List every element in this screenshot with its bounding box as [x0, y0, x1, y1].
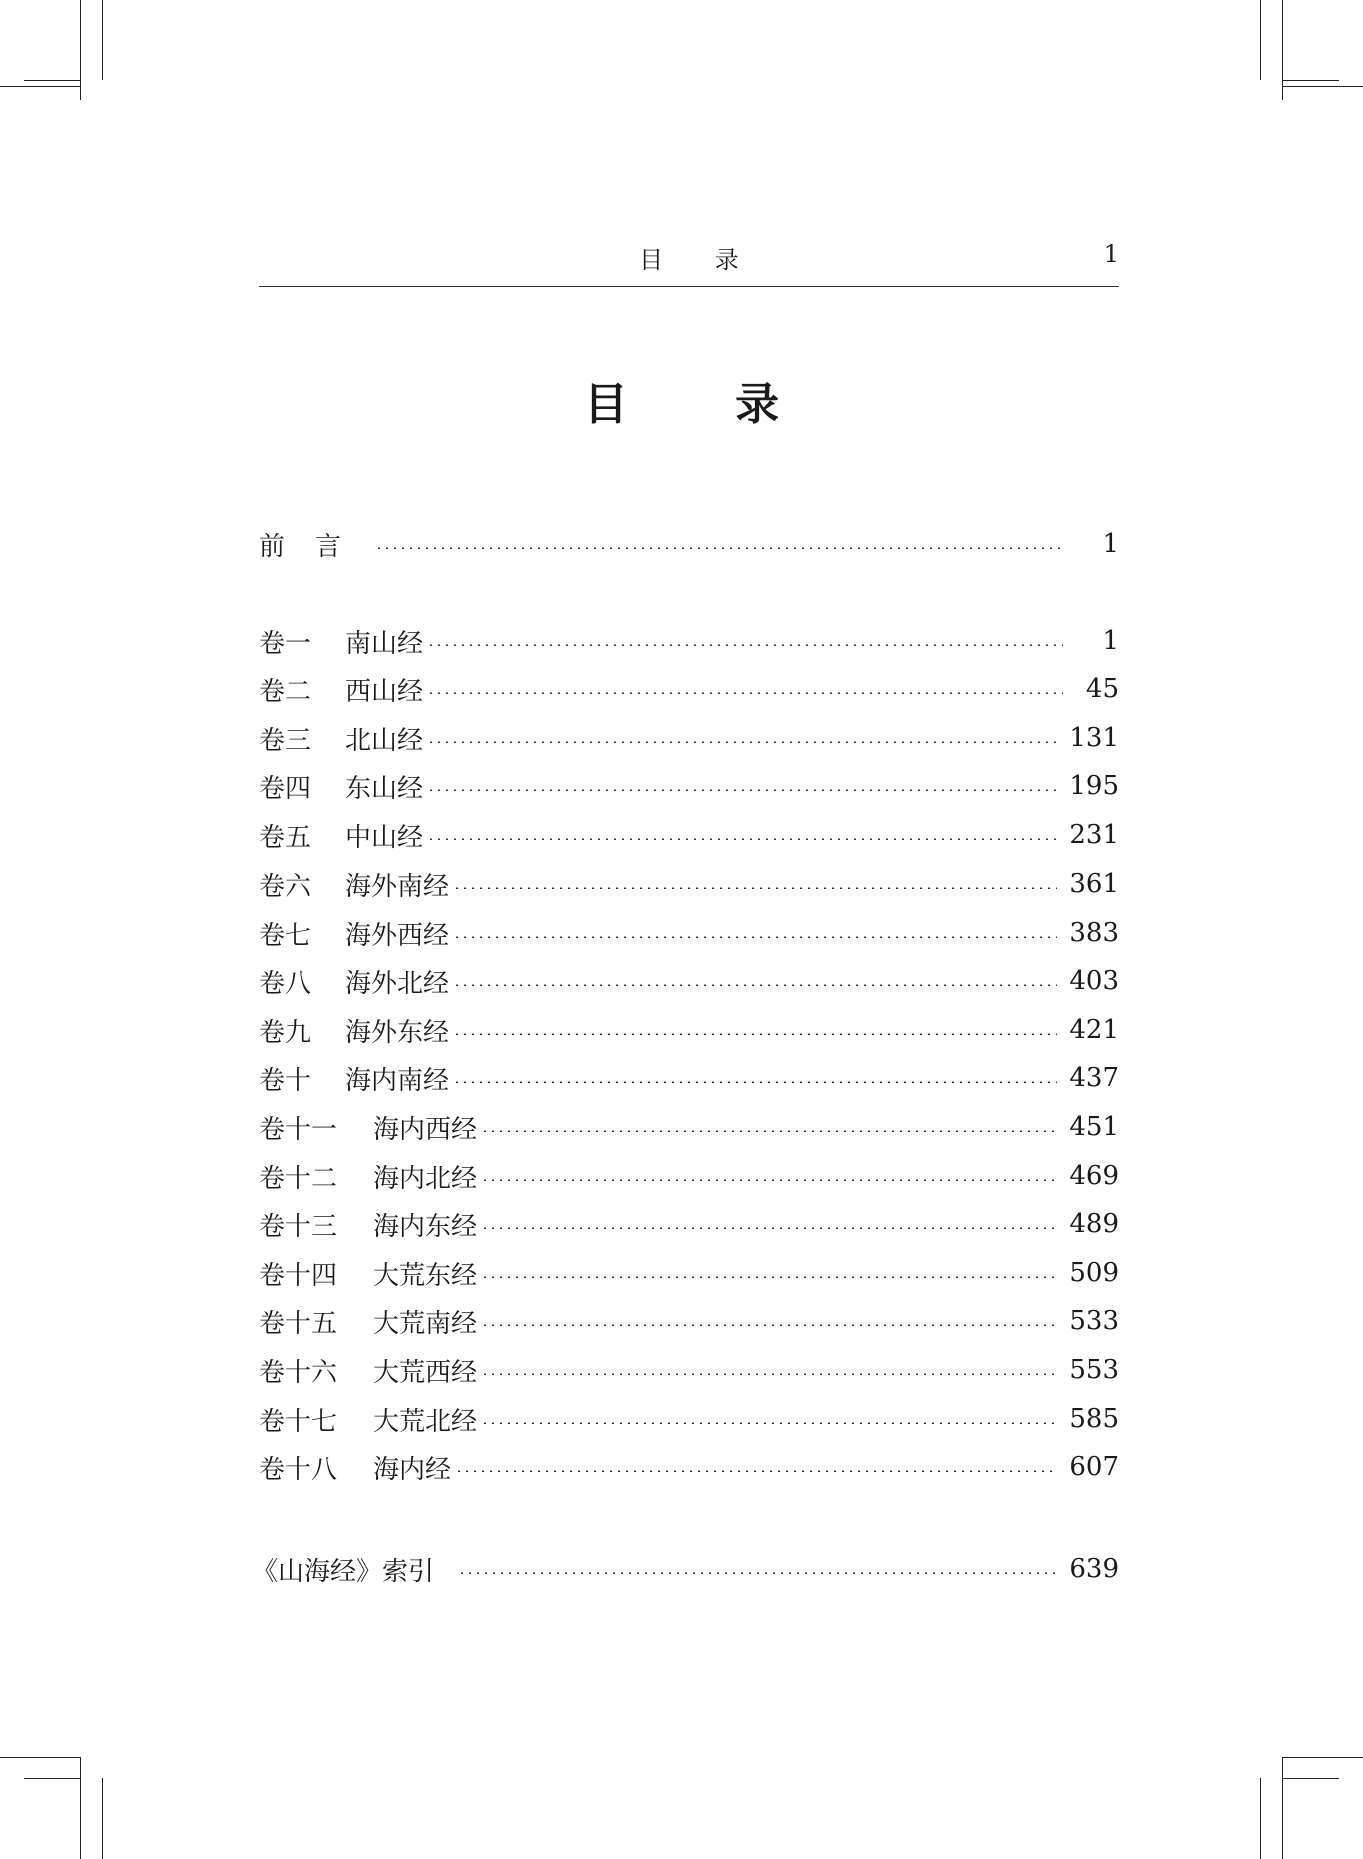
- toc-page-number: 437: [1069, 1063, 1119, 1093]
- toc-row-index[interactable]: [252, 1549, 1119, 1589]
- toc-row-chapter[interactable]: [259, 1107, 1119, 1147]
- toc-leader-dots: [481, 1179, 1057, 1181]
- toc-row-chapter[interactable]: [259, 621, 1119, 661]
- toc-preface-label: 前言: [259, 531, 372, 562]
- toc-juan-label: 卷三: [259, 725, 312, 756]
- toc-page-number: 403: [1069, 966, 1119, 996]
- toc-page-number: 639: [1069, 1554, 1119, 1584]
- toc-chapter-name: 海外西经: [345, 920, 450, 951]
- toc-page-number: 489: [1069, 1209, 1119, 1239]
- toc-page-number: 607: [1069, 1452, 1119, 1482]
- running-header: [259, 240, 1119, 287]
- toc-page-number: 195: [1069, 771, 1119, 801]
- toc-row-chapter[interactable]: [259, 1350, 1119, 1390]
- toc-leader-dots: [453, 984, 1057, 986]
- toc-chapter-name: 大荒南经: [373, 1308, 478, 1339]
- toc-chapter-name: 海内西经: [373, 1114, 478, 1145]
- toc-leader-dots: [427, 692, 1063, 694]
- toc-leader-dots: [427, 741, 1057, 743]
- toc-chapter-name: 海外北经: [345, 968, 450, 999]
- toc-juan-label: 卷十八: [259, 1454, 338, 1485]
- toc-leader-dots: [453, 1081, 1057, 1083]
- toc-page-number: 361: [1069, 869, 1119, 899]
- running-header-title: 目 录: [639, 246, 761, 274]
- toc-page-number: 383: [1069, 918, 1119, 948]
- toc-page-number: 1: [1102, 529, 1119, 559]
- toc-leader-dots: [427, 644, 1063, 646]
- toc-row-chapter[interactable]: [259, 1253, 1119, 1293]
- toc-juan-label: 卷十二: [259, 1163, 338, 1194]
- toc-page-number: 231: [1069, 820, 1119, 850]
- running-header-page-number: 1: [1103, 240, 1119, 268]
- toc-chapter-name: 大荒北经: [373, 1406, 478, 1437]
- toc-chapter-name: 海内东经: [373, 1211, 478, 1242]
- toc-juan-label: 卷十一: [259, 1114, 338, 1145]
- toc-page-number: 553: [1069, 1355, 1119, 1385]
- toc-juan-label: 卷十六: [259, 1357, 338, 1388]
- toc-chapter-name: 中山经: [345, 822, 424, 853]
- toc-page-number: 509: [1069, 1258, 1119, 1288]
- toc-row-chapter[interactable]: [259, 766, 1119, 806]
- toc-juan-label: 卷五: [259, 822, 312, 853]
- toc-leader-dots: [453, 936, 1057, 938]
- toc-leader-dots: [427, 838, 1057, 840]
- toc-juan-label: 卷七: [259, 920, 312, 951]
- toc-leader-dots: [481, 1227, 1057, 1229]
- toc-juan-label: 卷十: [259, 1065, 312, 1096]
- toc-row-chapter[interactable]: [259, 718, 1119, 758]
- toc-juan-label: 卷一: [259, 628, 312, 659]
- toc-page-number: 451: [1069, 1112, 1119, 1142]
- toc-chapter-name: 北山经: [345, 725, 424, 756]
- toc-leader-dots: [453, 1033, 1057, 1035]
- toc-juan-label: 卷六: [259, 871, 312, 902]
- toc-chapter-name: 海内北经: [373, 1163, 478, 1194]
- toc-chapter-name: 海内经: [373, 1454, 452, 1485]
- toc-row-preface[interactable]: [259, 524, 1119, 564]
- toc-juan-label: 卷二: [259, 676, 312, 707]
- toc-page-number: 533: [1069, 1306, 1119, 1336]
- toc-page-number: 421: [1069, 1015, 1119, 1045]
- toc-row-chapter[interactable]: [259, 1156, 1119, 1196]
- toc-page-number: 45: [1085, 674, 1119, 704]
- toc-leader-dots: [458, 1572, 1057, 1574]
- toc-leader-dots: [481, 1373, 1057, 1375]
- toc-row-chapter[interactable]: [259, 1399, 1119, 1439]
- toc-juan-label: 卷八: [259, 968, 312, 999]
- toc-row-chapter[interactable]: [259, 913, 1119, 953]
- toc-row-chapter[interactable]: [259, 669, 1119, 709]
- toc-row-chapter[interactable]: [259, 1010, 1119, 1050]
- toc-row-chapter[interactable]: [259, 1301, 1119, 1341]
- toc-leader-dots: [481, 1130, 1057, 1132]
- toc-row-chapter[interactable]: [259, 961, 1119, 1001]
- toc-juan-label: 卷九: [259, 1017, 312, 1048]
- toc-page-number: 1: [1102, 626, 1119, 656]
- toc-leader-dots: [427, 789, 1057, 791]
- toc-juan-label: 卷十三: [259, 1211, 338, 1242]
- toc-row-chapter[interactable]: [259, 1058, 1119, 1098]
- toc-chapter-name: 南山经: [345, 628, 424, 659]
- toc-chapter-name: 大荒西经: [373, 1357, 478, 1388]
- toc-row-chapter[interactable]: [259, 864, 1119, 904]
- toc-chapter-name: 海外南经: [345, 871, 450, 902]
- toc-chapter-name: 东山经: [345, 773, 424, 804]
- toc-row-chapter[interactable]: [259, 1204, 1119, 1244]
- toc-leader-dots: [453, 887, 1057, 889]
- toc-juan-label: 卷十五: [259, 1308, 338, 1339]
- toc-juan-label: 卷十四: [259, 1260, 338, 1291]
- toc-chapter-name: 海外东经: [345, 1017, 450, 1048]
- toc-index-label: 《山海经》索引: [252, 1556, 435, 1587]
- toc-row-chapter[interactable]: [259, 1447, 1119, 1487]
- toc-leader-dots: [455, 1470, 1057, 1472]
- toc-leader-dots: [481, 1422, 1057, 1424]
- toc-leader-dots: [481, 1324, 1057, 1326]
- toc-chapter-name: 大荒东经: [373, 1260, 478, 1291]
- toc-page-number: 131: [1069, 723, 1119, 753]
- toc-leader-dots: [481, 1276, 1057, 1278]
- toc-page-number: 469: [1069, 1161, 1119, 1191]
- toc-juan-label: 卷四: [259, 773, 312, 804]
- toc-chapter-name: 海内南经: [345, 1065, 450, 1096]
- toc-row-chapter[interactable]: [259, 815, 1119, 855]
- toc-chapter-name: 西山经: [345, 676, 424, 707]
- toc-juan-label: 卷十七: [259, 1406, 338, 1437]
- page-title: 目 录: [583, 379, 826, 430]
- toc-page-number: 585: [1069, 1404, 1119, 1434]
- toc-leader-dots: [375, 547, 1063, 549]
